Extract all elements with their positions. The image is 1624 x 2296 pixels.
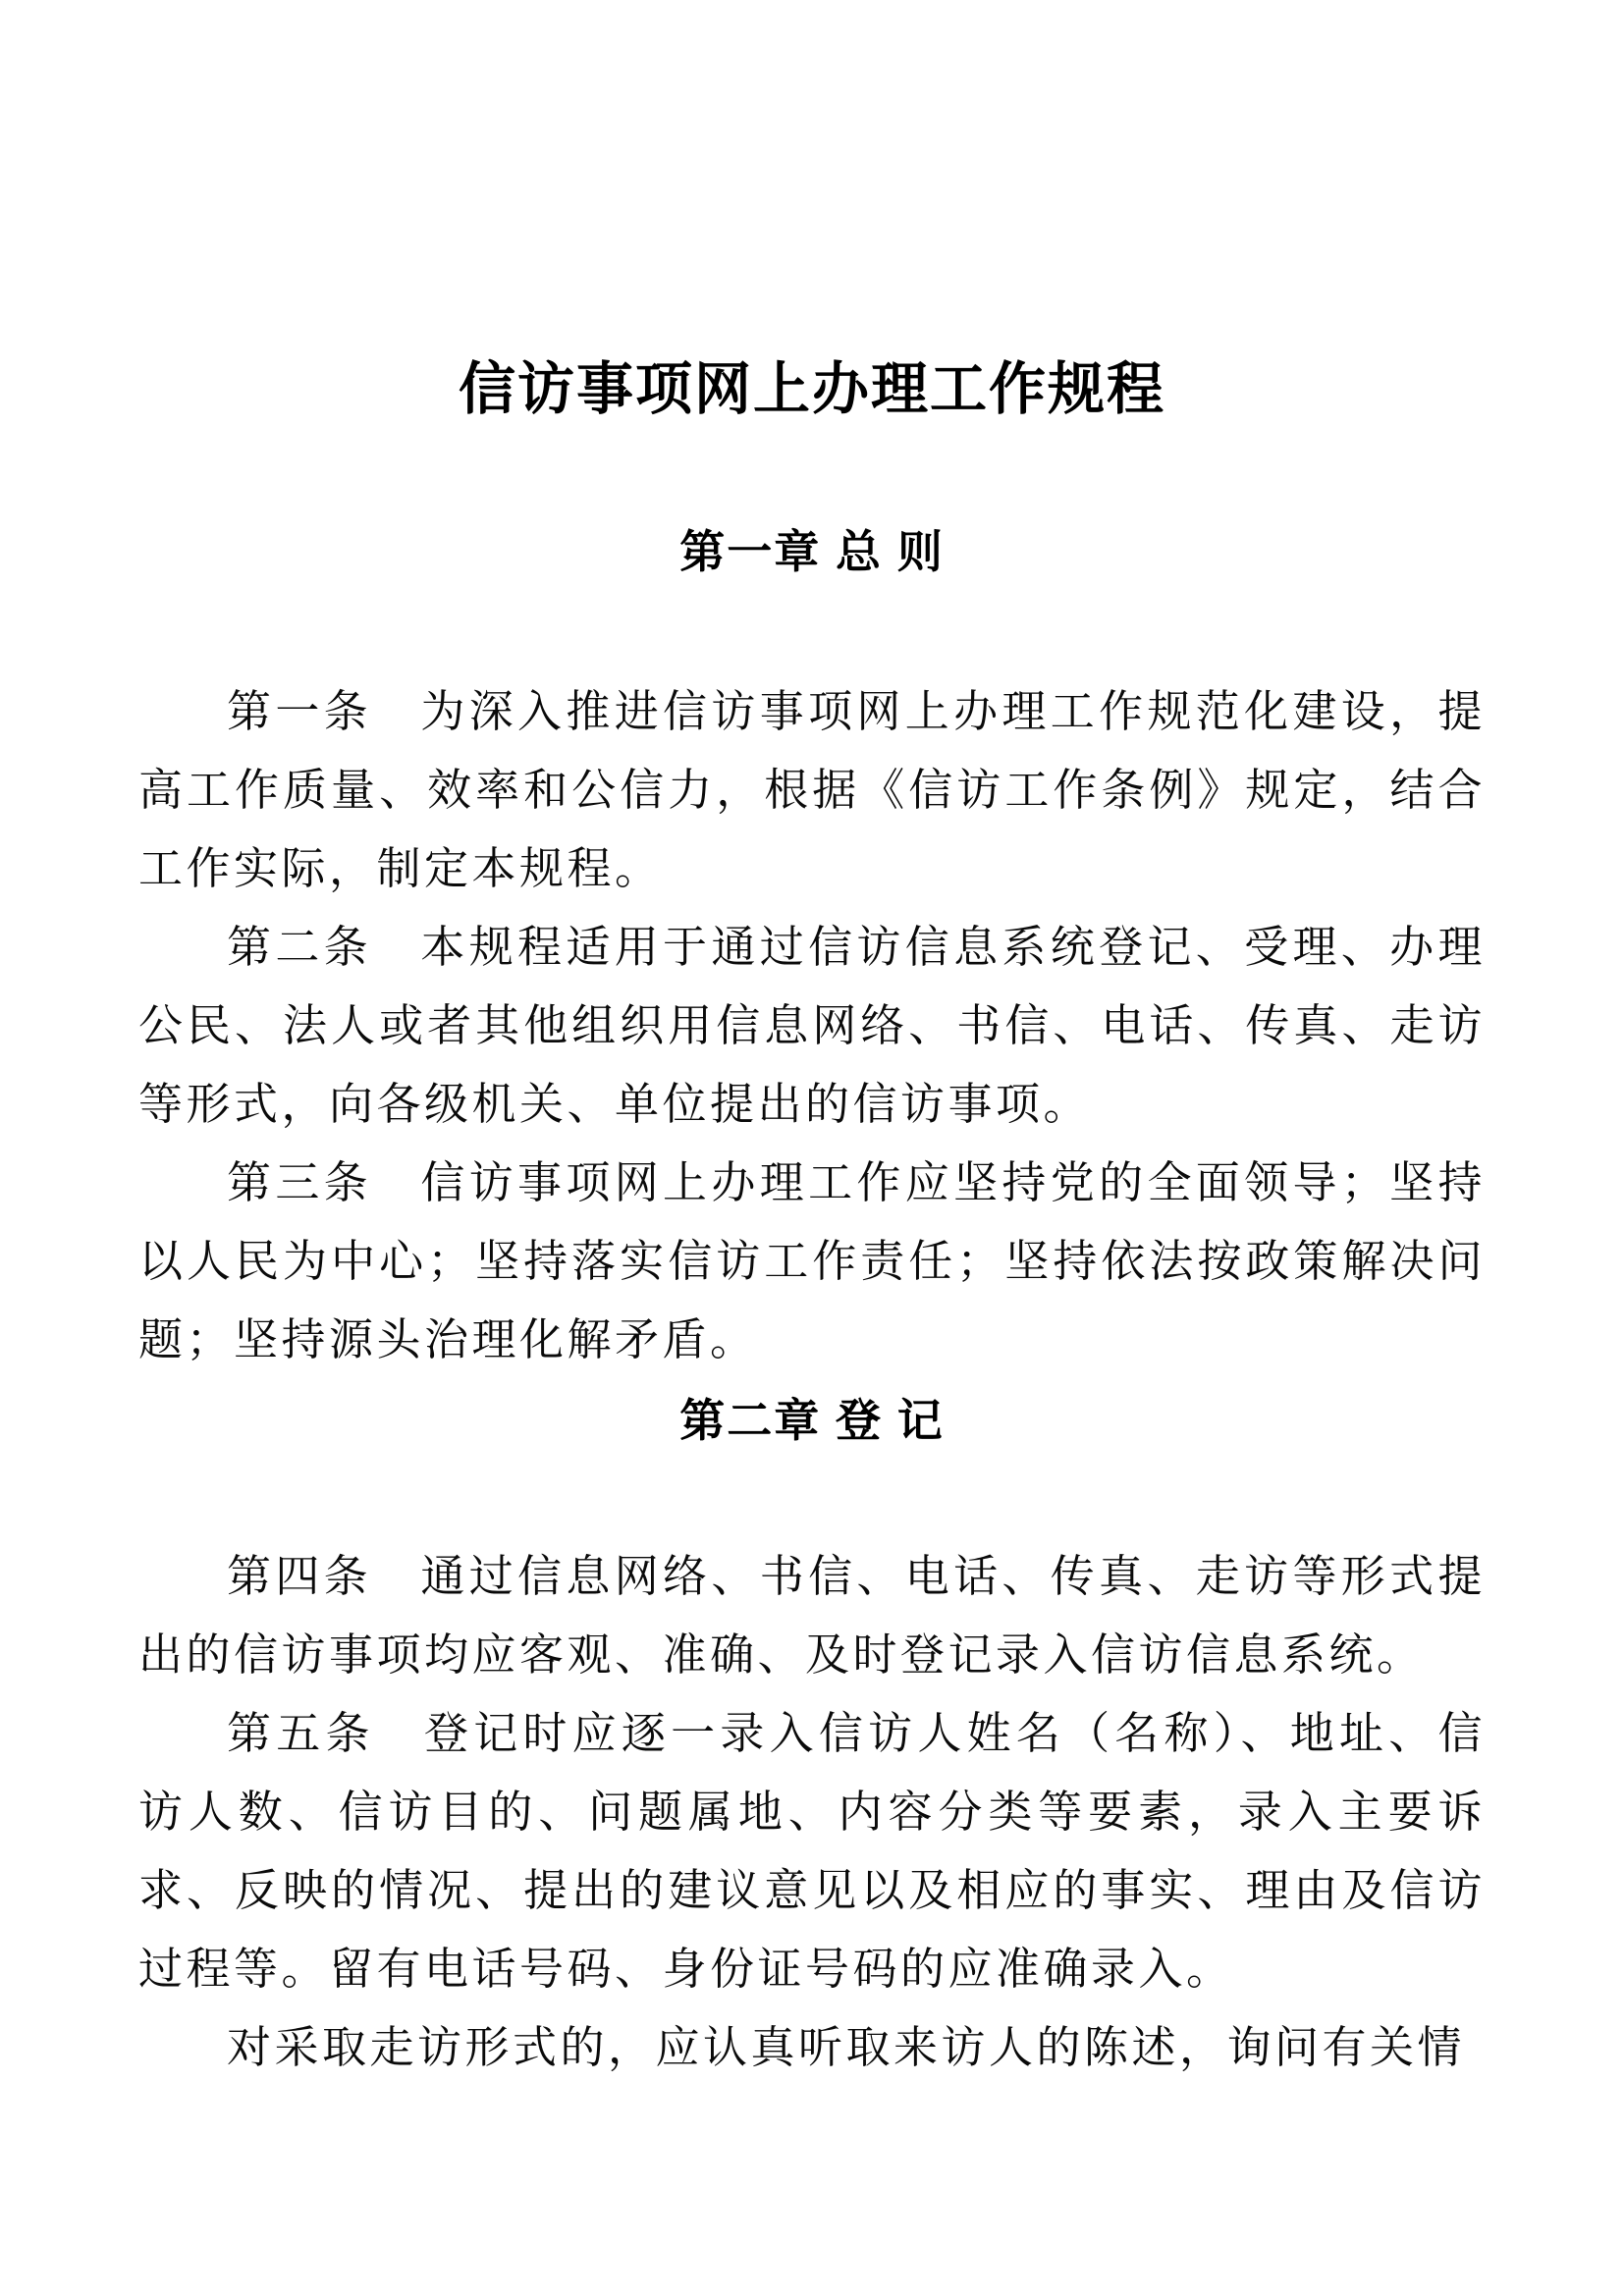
chapter-2-heading: 第二章 登 记 xyxy=(679,1395,945,1446)
chapter-registration xyxy=(0,1397,1624,2087)
chapter-general-provisions xyxy=(0,528,1624,1379)
article-3-paragraph: 第三条 信访事项网上办理工作应坚持党的全面领导；坚持以人民为中心；坚持落实信访工作责任；坚持依法按政策解决问题；坚持源头治理化解矛盾。 xyxy=(138,1158,1486,1364)
article-2-paragraph: 第二条 本规程适用于通过信访信息系统登记、受理、办理公民、法人或者其他组织用信息网络、书信、电话、传真、走访等形式，向各级机关、单位提出的信访事项。 xyxy=(138,923,1486,1129)
chapter-1-body xyxy=(138,672,1486,1379)
chapter-2-body xyxy=(138,1537,1486,2087)
article-1-paragraph: 第一条 为深入推进信访事项网上办理工作规范化建设，提高工作质量、效率和公信力，根据《信访工作条例》规定，结合工作实际，制定本规程。 xyxy=(138,687,1486,893)
article-5-continuation-paragraph: 对采取走访形式的，应认真听取来访人的陈述，询问有关情 xyxy=(227,2023,1466,2072)
document-title: 信访事项网上办理工作规程 xyxy=(458,357,1165,421)
article-5-paragraph: 第五条 登记时应逐一录入信访人姓名（名称）、地址、信访人数、信访目的、问题属地、内容分类等要素，录入主要诉求、反映的情况、提出的建议意见以及相应的事实、理由及信访过程等。留有电话号码、身份证号码的应准确录入。 xyxy=(138,1709,1486,1994)
chapter-1-heading: 第一章 总 则 xyxy=(679,526,945,577)
article-4-paragraph: 第四条 通过信息网络、书信、电话、传真、走访等形式提出的信访事项均应客观、准确、及时登记录入信访信息系统。 xyxy=(138,1552,1486,1680)
